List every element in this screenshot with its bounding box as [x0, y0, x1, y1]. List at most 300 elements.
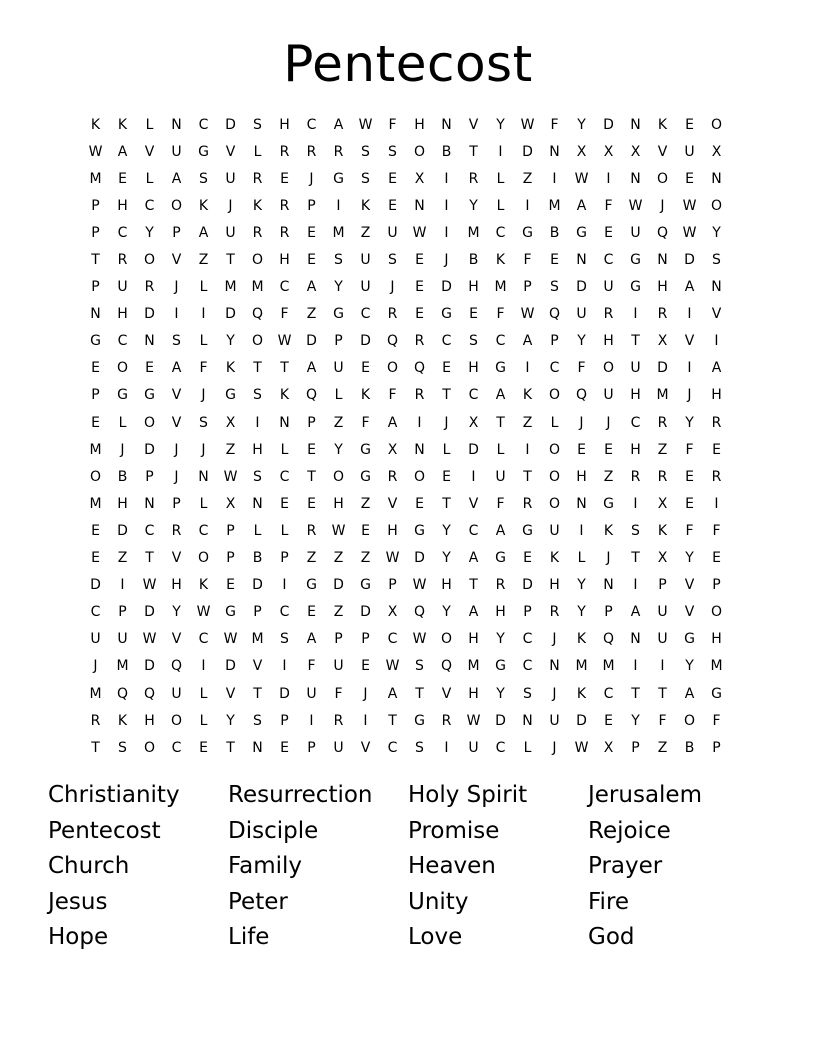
grid-letter: J	[201, 387, 206, 404]
grid-letter: M	[710, 658, 723, 675]
grid-letter: I	[606, 170, 611, 187]
grid-letter: I	[444, 224, 449, 241]
grid-letter: G	[117, 387, 128, 404]
grid-letter: G	[630, 279, 641, 296]
grid-letter: C	[171, 739, 182, 756]
grid-letter: M	[116, 658, 129, 675]
grid-letter: L	[118, 414, 127, 431]
grid-letter: X	[657, 495, 668, 512]
grid-letter: F	[685, 441, 694, 458]
grid-letter: N	[144, 495, 155, 512]
word-list-item: Fire	[588, 888, 630, 915]
grid-letter: W	[385, 658, 400, 675]
grid-letter: N	[252, 495, 263, 512]
grid-letter: P	[307, 197, 316, 214]
grid-letter: J	[228, 197, 233, 214]
grid-letter: W	[628, 197, 643, 214]
grid-letter: I	[417, 414, 422, 431]
grid-letter: O	[251, 252, 264, 269]
grid-letter: W	[223, 468, 238, 485]
grid-letter: T	[145, 550, 154, 567]
grid-letter: Y	[145, 224, 154, 241]
grid-letter: D	[576, 712, 587, 729]
grid-letter: F	[712, 712, 721, 729]
grid-letter: T	[631, 550, 640, 567]
grid-letter: S	[361, 143, 370, 160]
grid-letter: R	[306, 522, 317, 539]
grid-letter: S	[172, 333, 181, 350]
grid-letter: H	[603, 333, 614, 350]
grid-letter: I	[714, 495, 719, 512]
grid-letter: T	[658, 685, 667, 702]
grid-letter: B	[441, 143, 452, 160]
grid-letter: I	[687, 360, 692, 377]
grid-letter: K	[117, 116, 128, 133]
grid-letter: S	[415, 658, 424, 675]
grid-letter: O	[386, 360, 399, 377]
grid-letter: E	[415, 279, 424, 296]
grid-letter: D	[441, 279, 452, 296]
grid-letter: C	[279, 468, 290, 485]
grid-letter: P	[388, 577, 397, 594]
grid-letter: E	[550, 252, 559, 269]
grid-letter: K	[360, 387, 371, 404]
grid-letter: W	[142, 631, 157, 648]
grid-letter: Y	[226, 333, 235, 350]
grid-letter: J	[444, 414, 449, 431]
grid-letter: M	[89, 685, 102, 702]
grid-letter: K	[522, 387, 533, 404]
grid-letter: N	[414, 441, 425, 458]
grid-letter: E	[91, 414, 100, 431]
grid-letter: P	[91, 279, 100, 296]
grid-letter: S	[388, 252, 397, 269]
grid-letter: U	[468, 739, 479, 756]
grid-letter: Q	[170, 658, 183, 675]
grid-letter: D	[657, 360, 668, 377]
grid-letter: K	[576, 631, 587, 648]
grid-letter: R	[468, 170, 479, 187]
grid-letter: E	[604, 712, 613, 729]
grid-letter: O	[683, 712, 696, 729]
grid-letter: M	[89, 441, 102, 458]
grid-letter: U	[360, 252, 371, 269]
grid-letter: Q	[413, 360, 426, 377]
grid-letter: D	[225, 306, 236, 323]
grid-letter: I	[201, 658, 206, 675]
grid-letter: Z	[522, 170, 533, 187]
grid-letter: I	[174, 306, 179, 323]
grid-letter: E	[361, 360, 370, 377]
grid-letter: P	[145, 468, 154, 485]
grid-letter: B	[549, 224, 560, 241]
grid-letter: U	[603, 279, 614, 296]
grid-letter: C	[387, 631, 398, 648]
grid-letter: A	[387, 685, 398, 702]
grid-letter: P	[631, 739, 640, 756]
word-list-item: Family	[228, 853, 303, 879]
grid-letter: H	[630, 387, 641, 404]
grid-letter: V	[711, 306, 722, 323]
grid-letter: H	[414, 116, 425, 133]
grid-letter: U	[603, 387, 614, 404]
grid-letter: O	[656, 170, 669, 187]
grid-letter: L	[334, 387, 343, 404]
grid-letter: O	[89, 468, 102, 485]
grid-letter: C	[522, 631, 533, 648]
grid-letter: S	[199, 414, 208, 431]
grid-letter: O	[413, 143, 426, 160]
grid-letter: F	[685, 522, 694, 539]
grid-letter: H	[144, 712, 155, 729]
grid-letter: N	[144, 333, 155, 350]
grid-letter: E	[577, 441, 586, 458]
grid-letter: L	[199, 495, 208, 512]
grid-letter: A	[630, 604, 641, 621]
grid-letter: V	[360, 739, 371, 756]
grid-letter: S	[523, 685, 532, 702]
grid-letter: Y	[496, 685, 505, 702]
grid-letter: G	[225, 387, 236, 404]
grid-letter: L	[442, 441, 451, 458]
grid-letter: J	[687, 387, 692, 404]
grid-letter: E	[145, 360, 154, 377]
grid-letter: I	[525, 441, 530, 458]
grid-letter: P	[226, 550, 235, 567]
grid-letter: O	[440, 631, 453, 648]
grid-letter: E	[91, 550, 100, 567]
grid-letter: G	[603, 495, 614, 512]
grid-letter: P	[226, 522, 235, 539]
grid-letter: A	[171, 170, 182, 187]
grid-letter: W	[223, 631, 238, 648]
grid-letter: J	[174, 441, 179, 458]
grid-letter: Q	[305, 387, 318, 404]
grid-letter: K	[657, 116, 668, 133]
grid-letter: V	[657, 143, 668, 160]
grid-letter: W	[358, 116, 373, 133]
grid-letter: I	[255, 414, 260, 431]
grid-letter: P	[172, 224, 181, 241]
grid-letter: R	[495, 577, 506, 594]
grid-letter: E	[469, 306, 478, 323]
grid-letter: I	[201, 306, 206, 323]
grid-letter: O	[710, 197, 723, 214]
grid-letter: I	[444, 170, 449, 187]
grid-letter: H	[549, 577, 560, 594]
grid-letter: H	[333, 495, 344, 512]
grid-letter: E	[685, 468, 694, 485]
grid-letter: O	[143, 252, 156, 269]
grid-letter: P	[712, 577, 721, 594]
grid-letter: G	[198, 143, 209, 160]
grid-letter: Z	[198, 252, 209, 269]
grid-letter: I	[282, 658, 287, 675]
grid-letter: C	[144, 197, 155, 214]
grid-letter: X	[468, 414, 479, 431]
grid-letter: E	[280, 495, 289, 512]
grid-letter: E	[361, 522, 370, 539]
grid-letter: S	[469, 333, 478, 350]
grid-letter: Q	[413, 604, 426, 621]
grid-letter: R	[603, 306, 614, 323]
grid-letter: X	[657, 333, 668, 350]
grid-letter: I	[660, 658, 665, 675]
grid-letter: A	[198, 224, 209, 241]
grid-letter: E	[280, 739, 289, 756]
grid-letter: S	[253, 468, 262, 485]
grid-letter: H	[576, 468, 587, 485]
grid-letter: I	[444, 739, 449, 756]
grid-letter: X	[630, 143, 641, 160]
grid-letter: Y	[712, 224, 721, 241]
grid-letter: H	[117, 495, 128, 512]
grid-letter: G	[225, 604, 236, 621]
grid-letter: U	[333, 658, 344, 675]
grid-letter: E	[361, 658, 370, 675]
grid-letter: Y	[577, 577, 586, 594]
grid-letter: N	[603, 577, 614, 594]
grid-letter: B	[684, 739, 695, 756]
grid-letter: A	[684, 685, 695, 702]
word-list-item: Life	[228, 924, 270, 950]
grid-letter: N	[576, 252, 587, 269]
grid-letter: Q	[575, 387, 588, 404]
grid-letter: Z	[225, 441, 236, 458]
word-list-item: Unity	[408, 888, 469, 915]
grid-letter: X	[387, 441, 398, 458]
grid-letter: O	[548, 468, 561, 485]
grid-letter: D	[144, 441, 155, 458]
grid-letter: T	[631, 685, 640, 702]
grid-letter: S	[280, 631, 289, 648]
grid-letter: T	[226, 252, 235, 269]
grid-letter: D	[522, 577, 533, 594]
grid-letter: V	[171, 550, 182, 567]
grid-letter: Y	[577, 604, 586, 621]
grid-letter: H	[711, 387, 722, 404]
grid-letter: N	[630, 116, 641, 133]
grid-letter: E	[307, 495, 316, 512]
grid-letter: Q	[548, 306, 561, 323]
grid-letter: D	[576, 279, 587, 296]
grid-letter: X	[414, 170, 425, 187]
grid-letter: K	[495, 252, 506, 269]
grid-letter: J	[363, 685, 368, 702]
grid-letter: V	[684, 577, 695, 594]
grid-letter: U	[657, 631, 668, 648]
grid-letter: W	[412, 224, 427, 241]
grid-letter: S	[253, 712, 262, 729]
grid-letter: G	[576, 224, 587, 241]
grid-letter: I	[552, 170, 557, 187]
grid-letter: C	[495, 224, 506, 241]
word-list-item: Hope	[48, 924, 109, 950]
grid-letter: J	[606, 414, 611, 431]
grid-letter: K	[225, 360, 236, 377]
grid-letter: T	[496, 414, 505, 431]
grid-letter: I	[444, 197, 449, 214]
grid-letter: O	[602, 360, 615, 377]
grid-letter: T	[523, 468, 532, 485]
grid-letter: X	[225, 495, 236, 512]
grid-letter: X	[225, 414, 236, 431]
grid-letter: G	[441, 306, 452, 323]
grid-letter: Q	[143, 685, 156, 702]
grid-letter: W	[520, 306, 535, 323]
grid-letter: D	[252, 577, 263, 594]
grid-letter: P	[361, 631, 370, 648]
grid-letter: Y	[334, 441, 343, 458]
grid-letter: Y	[442, 604, 451, 621]
grid-letter: J	[390, 279, 395, 296]
grid-letter: A	[495, 522, 506, 539]
word-list-item: Holy Spirit	[408, 782, 528, 808]
grid-letter: R	[522, 495, 533, 512]
grid-letter: S	[199, 170, 208, 187]
grid-letter: R	[549, 604, 560, 621]
grid-letter: C	[549, 360, 560, 377]
grid-letter: P	[604, 604, 613, 621]
grid-letter: M	[656, 387, 669, 404]
grid-letter: P	[712, 739, 721, 756]
grid-letter: V	[468, 116, 479, 133]
word-list-item: Heaven	[408, 853, 496, 879]
grid-letter: W	[574, 739, 589, 756]
grid-letter: F	[523, 252, 532, 269]
grid-letter: E	[388, 197, 397, 214]
grid-letter: O	[143, 739, 156, 756]
grid-letter: W	[412, 631, 427, 648]
grid-letter: F	[388, 116, 397, 133]
grid-letter: S	[631, 522, 640, 539]
grid-letter: M	[602, 658, 615, 675]
grid-letter: S	[118, 739, 127, 756]
grid-letter: G	[144, 387, 155, 404]
grid-letter: Y	[442, 522, 451, 539]
grid-letter: C	[117, 224, 128, 241]
grid-letter: B	[252, 550, 263, 567]
grid-letter: T	[415, 685, 424, 702]
grid-letter: A	[468, 604, 479, 621]
grid-letter: E	[388, 170, 397, 187]
grid-letter: R	[90, 712, 101, 729]
grid-letter: J	[174, 468, 179, 485]
grid-letter: Y	[685, 658, 694, 675]
grid-letter: M	[89, 495, 102, 512]
grid-letter: N	[279, 414, 290, 431]
grid-letter: E	[712, 550, 721, 567]
grid-letter: Z	[333, 414, 344, 431]
grid-letter: D	[360, 333, 371, 350]
grid-letter: W	[142, 577, 157, 594]
grid-letter: H	[171, 577, 182, 594]
grid-letter: K	[279, 387, 290, 404]
grid-letter: Z	[522, 414, 533, 431]
grid-letter: N	[630, 631, 641, 648]
grid-letter: D	[144, 658, 155, 675]
word-list-item: God	[588, 924, 635, 950]
word-list-item: Promise	[408, 817, 500, 844]
grid-letter: N	[549, 143, 560, 160]
word-list-item: Love	[408, 924, 463, 950]
grid-letter: V	[441, 685, 452, 702]
grid-letter: I	[525, 197, 530, 214]
grid-letter: E	[307, 604, 316, 621]
grid-letter: U	[549, 712, 560, 729]
grid-letter: E	[415, 252, 424, 269]
grid-letter: Z	[306, 550, 317, 567]
grid-letter: T	[307, 468, 316, 485]
grid-letter: L	[496, 441, 505, 458]
grid-letter: W	[331, 522, 346, 539]
grid-letter: J	[552, 739, 557, 756]
grid-letter: H	[495, 604, 506, 621]
grid-letter: C	[279, 279, 290, 296]
grid-letter: V	[684, 604, 695, 621]
grid-letter: G	[306, 577, 317, 594]
grid-letter: K	[576, 685, 587, 702]
grid-letter: R	[657, 468, 668, 485]
grid-letter: E	[685, 170, 694, 187]
grid-letter: R	[252, 224, 263, 241]
grid-letter: I	[525, 360, 530, 377]
grid-letter: D	[468, 441, 479, 458]
grid-letter: R	[657, 414, 668, 431]
grid-letter: D	[225, 116, 236, 133]
grid-letter: D	[360, 604, 371, 621]
grid-letter: R	[387, 468, 398, 485]
grid-letter: Q	[386, 333, 399, 350]
grid-letter: H	[468, 360, 479, 377]
grid-letter: V	[684, 333, 695, 350]
grid-letter: U	[333, 739, 344, 756]
word-list-item: Rejoice	[588, 817, 671, 844]
grid-letter: R	[333, 712, 344, 729]
grid-letter: C	[198, 522, 209, 539]
grid-letter: Z	[360, 224, 371, 241]
grid-letter: A	[387, 414, 398, 431]
grid-letter: F	[496, 495, 505, 512]
grid-letter: H	[630, 441, 641, 458]
grid-letter: Y	[577, 116, 586, 133]
word-list-item: Disciple	[228, 817, 319, 844]
grid-letter: Y	[631, 712, 640, 729]
grid-letter: K	[657, 522, 668, 539]
grid-letter: M	[467, 224, 480, 241]
grid-letter: C	[630, 414, 641, 431]
grid-letter: U	[333, 360, 344, 377]
grid-letter: A	[522, 333, 533, 350]
grid-letter: N	[171, 116, 182, 133]
grid-letter: I	[309, 712, 314, 729]
grid-letter: I	[363, 712, 368, 729]
grid-letter: L	[253, 143, 262, 160]
grid-letter: O	[710, 604, 723, 621]
grid-letter: N	[198, 468, 209, 485]
grid-letter: X	[576, 143, 587, 160]
grid-letter: G	[495, 550, 506, 567]
grid-letter: L	[523, 739, 532, 756]
grid-letter: Q	[656, 224, 669, 241]
grid-letter: T	[442, 495, 451, 512]
word-list-item: Resurrection	[228, 782, 373, 808]
grid-letter: R	[414, 333, 425, 350]
grid-letter: K	[198, 577, 209, 594]
grid-letter: T	[469, 143, 478, 160]
grid-letter: V	[171, 387, 182, 404]
grid-letter: D	[522, 143, 533, 160]
